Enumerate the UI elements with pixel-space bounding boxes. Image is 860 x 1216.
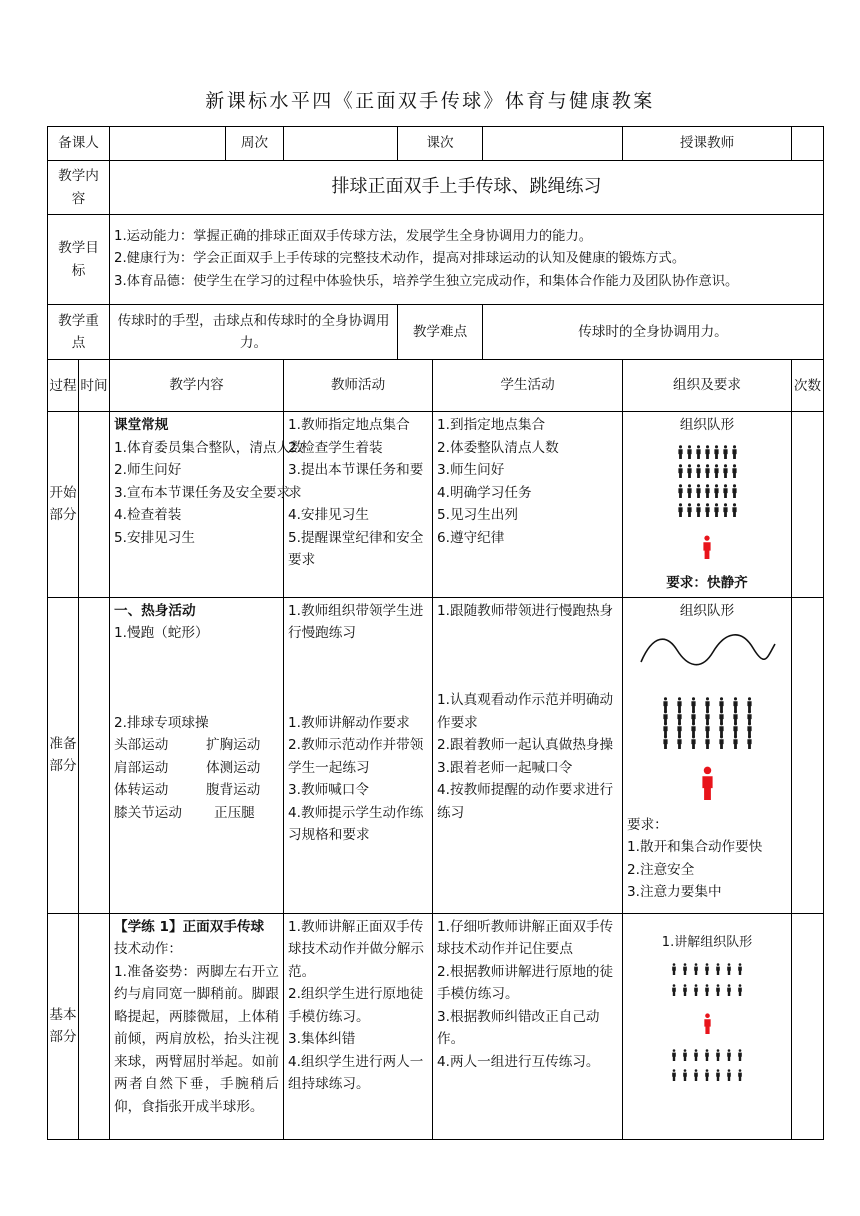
student-figure	[726, 960, 732, 983]
time-cell	[79, 913, 110, 1139]
student-item: 2.体委整队清点人数	[437, 439, 559, 456]
lesson-plan-table	[47, 126, 824, 1140]
exercise-row: 膝关节运动 正压腿	[114, 804, 255, 821]
student-figure	[704, 1046, 710, 1069]
teacher-item: 2.组织学生进行原地徒手模仿练习。	[288, 986, 424, 1025]
teacher-figure	[699, 766, 716, 808]
student-figure	[715, 960, 721, 983]
org-title: 1.讲解组织队形	[661, 934, 753, 950]
student-figure	[718, 734, 725, 757]
basic-organization	[623, 913, 792, 1139]
student-figure	[715, 1066, 721, 1089]
formation-prep	[627, 692, 787, 808]
key-points-row	[48, 305, 824, 360]
teacher-item: 2.教师示范动作并带领学生一起练习	[288, 737, 424, 776]
student-figure	[715, 1046, 721, 1069]
student-item: 3.师生问好	[437, 462, 505, 478]
snake-path-diagram	[637, 628, 777, 672]
teacher-item: 3.集体纠错	[288, 1031, 356, 1047]
time-cell	[79, 412, 110, 598]
student-figure	[746, 734, 753, 757]
content-item: 1.慢跑（蛇形）	[114, 625, 209, 641]
teacher-item: 3.提出本节课任务和要求	[288, 462, 424, 501]
exercise-row: 头部运动 扩胸运动	[114, 737, 261, 753]
student-figure	[726, 1066, 732, 1089]
count-cell	[792, 412, 824, 598]
student-figure	[671, 1066, 677, 1089]
student-figure	[737, 960, 743, 983]
objective-item: 3.体育品德：使学生在学习的过程中体验快乐，培养学生独立完成动作，和集体合作能力及团队协作意识。	[114, 273, 739, 289]
objective-item: 2.健康行为：学会正面双手上手传球的完整技术动作，提高对排球运动的认知及健康的锻炼方式。	[114, 251, 686, 267]
header-row	[48, 127, 824, 161]
count-cell	[792, 597, 824, 913]
student-figure	[686, 502, 693, 525]
student-item: 4.明确学习任务	[437, 484, 532, 501]
content-title: 【学练 1】正面双手传球	[114, 918, 265, 935]
student-figure	[682, 1046, 688, 1069]
difficulty-label: 教学难点	[398, 305, 483, 360]
teacher-item: 1.教师指定地点集合	[288, 417, 410, 433]
start-student	[433, 412, 623, 598]
content-item: 2.师生问好	[114, 462, 182, 478]
formation-row	[669, 981, 746, 1004]
stage-label: 准备部分	[48, 597, 79, 913]
student-figure	[671, 981, 677, 1004]
formation-row	[669, 1066, 746, 1089]
key-points-label: 教学重点	[48, 305, 110, 360]
student-item: 4.按教师提醒的动作要求进行练习	[437, 782, 614, 821]
student-figure	[671, 960, 677, 983]
start-section-row	[48, 412, 824, 598]
objectives-label: 教学目标	[48, 215, 110, 305]
student-figure	[682, 960, 688, 983]
basic-content	[110, 913, 284, 1139]
student-figure	[671, 1046, 677, 1069]
student-figure	[693, 1046, 699, 1069]
time-cell	[79, 597, 110, 913]
week-value	[284, 127, 398, 161]
student-item: 2.根据教师讲解进行原地的徒手模仿练习。	[437, 963, 614, 1002]
content-item: 3.宣布本节课任务及安全要求	[114, 484, 291, 501]
org-title: 组织队形	[679, 602, 735, 619]
column-header: 时间	[79, 360, 110, 412]
teacher-figure	[701, 535, 713, 567]
student-figure	[682, 1066, 688, 1089]
column-header: 次数	[792, 360, 824, 412]
content-text: 1.准备姿势：两脚左右开立约与肩同宽一脚稍前。脚跟略提起，两膝微屈，上体稍前倾，两肩放松，抬头注视来球，两臂屈肘举起。如前两者自然下垂，手腕稍后仰，食指张开成半球形。	[114, 963, 279, 1115]
prep-content	[110, 597, 284, 913]
student-figure	[737, 981, 743, 1004]
student-figure	[662, 734, 669, 757]
content-item: 5.安排见习生	[114, 529, 195, 546]
content-item: 2.排球专项球操	[114, 714, 209, 731]
content-title: 一、热身活动	[114, 602, 196, 619]
content-item: 1.体育委员集合整队，清点人数	[114, 439, 304, 456]
student-figure	[693, 1066, 699, 1089]
student-item: 3.根据教师纠错改正自己动作。	[437, 1008, 600, 1047]
teacher-item: 3.教师喊口令	[288, 782, 369, 798]
teacher-item: 1.教师组织带领学生进行慢跑练习	[288, 602, 424, 641]
column-header: 学生活动	[433, 360, 623, 412]
student-figure	[722, 502, 729, 525]
start-content	[110, 412, 304, 598]
content-item: 4.检查着装	[114, 507, 182, 523]
basic-teacher	[284, 913, 433, 1139]
student-figure	[690, 734, 697, 757]
column-header-row	[48, 360, 824, 412]
requirement-item: 3.注意力要集中	[627, 884, 722, 900]
student-figure	[695, 502, 702, 525]
teacher-item: 1.教师讲解正面双手传球技术动作并做分解示范。	[288, 918, 424, 980]
formation-start	[627, 440, 787, 567]
student-figure	[737, 1046, 743, 1069]
count-cell	[792, 913, 824, 1139]
stage-label: 开始部分	[48, 412, 79, 598]
formation-row	[669, 1046, 746, 1069]
student-item: 1.仔细听教师讲解正面双手传球技术动作并记住要点	[437, 918, 614, 957]
column-header: 教学内容	[110, 360, 284, 412]
exercise-row: 体转运动 腹背运动	[114, 782, 261, 798]
basic-student	[433, 913, 623, 1139]
basic-section-row	[48, 913, 824, 1139]
student-figure	[693, 960, 699, 983]
formation-row	[701, 535, 713, 567]
teacher-item: 5.提醒课堂纪律和安全要求	[288, 529, 424, 568]
teacher-item: 4.安排见习生	[288, 507, 369, 523]
student-item: 3.跟着老师一起喊口令	[437, 759, 573, 776]
objectives-row	[48, 215, 824, 305]
org-title: 组织队形	[679, 417, 735, 433]
content-row	[48, 161, 824, 215]
week-label: 周次	[226, 127, 284, 161]
column-header: 过程	[48, 360, 79, 412]
student-item: 1.认真观看动作示范并明确动作要求	[437, 692, 614, 731]
teacher-item: 4.教师提示学生动作练习规格和要求	[288, 804, 424, 843]
preparer-label: 备课人	[48, 127, 110, 161]
student-figure	[676, 734, 683, 757]
formation-row	[702, 1013, 713, 1042]
lesson-label: 课次	[398, 127, 483, 161]
student-figure	[737, 1066, 743, 1089]
student-figure	[677, 502, 684, 525]
difficulty-text: 传球时的全身协调用力。	[483, 305, 824, 360]
prep-organization	[623, 597, 792, 913]
content-text: 排球正面双手上手传球、跳绳练习	[110, 161, 824, 215]
column-header: 教师活动	[284, 360, 433, 412]
student-item: 5.见习生出列	[437, 507, 518, 523]
org-requirement: 要求：快静齐	[666, 575, 748, 591]
prep-section-row	[48, 597, 824, 913]
page-title: 新课标水平四《正面双手传球》体育与健康教案	[205, 90, 655, 112]
formation-basic	[627, 956, 787, 1089]
student-figure	[693, 981, 699, 1004]
start-organization	[623, 412, 792, 598]
objectives-list	[110, 215, 824, 305]
student-figure	[704, 734, 711, 757]
preparer-value	[110, 127, 226, 161]
formation-row	[658, 734, 756, 757]
content-title: 课堂常规	[114, 417, 169, 433]
teacher-item: 1.教师讲解动作要求	[288, 714, 410, 731]
objective-item: 1.运动能力：掌握正确的排球正面双手传球方法，发展学生全身协调用力的能力。	[114, 228, 593, 244]
student-item: 6.遵守纪律	[437, 529, 505, 546]
student-figure	[704, 1066, 710, 1089]
student-figure	[704, 960, 710, 983]
student-figure	[704, 981, 710, 1004]
student-figure	[713, 502, 720, 525]
student-item: 1.到指定地点集合	[437, 417, 546, 433]
requirements-label: 要求：	[627, 816, 668, 833]
column-header: 组织及要求	[623, 360, 792, 412]
start-teacher	[284, 412, 433, 598]
teacher-figure	[702, 1013, 713, 1042]
student-figure	[726, 1046, 732, 1069]
exercise-row: 肩部运动 体测运动	[114, 759, 261, 776]
student-figure	[682, 981, 688, 1004]
student-figure	[715, 981, 721, 1004]
student-figure	[704, 502, 711, 525]
student-item: 4.两人一组进行互传练习。	[437, 1053, 600, 1070]
teacher-item: 2.检查学生着装	[288, 439, 383, 456]
prep-student	[433, 597, 623, 913]
requirement-item: 2.注意安全	[627, 861, 695, 878]
requirement-item: 1.散开和集合动作要快	[627, 839, 763, 855]
lesson-value	[483, 127, 623, 161]
prep-teacher	[284, 597, 433, 913]
formation-row	[676, 502, 739, 525]
teacher-item: 4.组织学生进行两人一组持球练习。	[288, 1053, 424, 1092]
student-item: 1.跟随教师带领进行慢跑热身	[437, 602, 614, 619]
key-points-text: 传球时的手型，击球点和传球时的全身协调用力。	[110, 305, 398, 360]
student-item: 2.跟着教师一起认真做热身操	[437, 737, 614, 753]
formation-row	[669, 960, 746, 983]
formation-row	[699, 766, 716, 808]
content-sub: 技术动作：	[114, 941, 182, 957]
student-figure	[732, 734, 739, 757]
teacher-label: 授课教师	[623, 127, 792, 161]
student-figure	[726, 981, 732, 1004]
student-figure	[731, 502, 738, 525]
teacher-value	[792, 127, 824, 161]
stage-label: 基本部分	[48, 913, 79, 1139]
content-label: 教学内容	[48, 161, 110, 215]
